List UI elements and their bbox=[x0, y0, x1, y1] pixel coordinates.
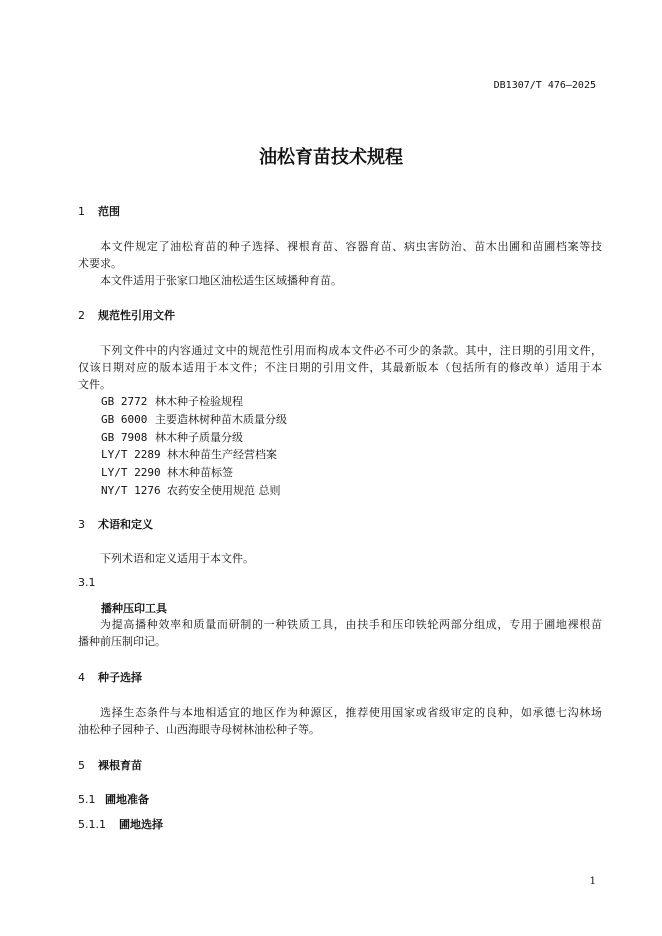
reference-code: GB 6000 bbox=[101, 413, 148, 426]
section-5-heading bbox=[78, 757, 142, 773]
section-title: 裸根育苗 bbox=[98, 759, 142, 772]
reference-item bbox=[101, 482, 281, 498]
section-2-paragraph-line: 下列文件中的内容通过文中的规范性引用而构成本文件必不可少的条款。其中，注日期的引用文件， bbox=[100, 344, 602, 357]
section-title: 规范性引用文件 bbox=[98, 309, 175, 322]
reference-code: GB 7908 bbox=[101, 431, 148, 444]
subsection-5-1-1-heading bbox=[78, 816, 163, 832]
section-3-intro: 下列术语和定义适用于本文件。 bbox=[100, 552, 254, 565]
subsection-number: 5.1.1 bbox=[78, 818, 106, 831]
subsection-5-1-heading bbox=[78, 791, 149, 807]
reference-code: GB 2772 bbox=[101, 395, 148, 408]
reference-code: LY/T 2289 bbox=[101, 448, 161, 461]
subsection-3-1-number: 3.1 bbox=[78, 576, 96, 589]
reference-title: 林木种子检验规程 bbox=[155, 395, 243, 408]
reference-item bbox=[101, 446, 277, 462]
section-1-heading bbox=[78, 203, 120, 219]
term-definition-line: 为提高播种效率和质量而研制的一种铁质工具，由扶手和压印铁轮两部分组成，专用于圃地裸根苗 bbox=[100, 618, 602, 631]
section-3-heading bbox=[78, 516, 153, 532]
section-title: 种子选择 bbox=[98, 671, 142, 684]
section-4-paragraph-line: 油松种子园种子、山西海眼寺母树林油松种子等。 bbox=[78, 723, 320, 736]
reference-code: LY/T 2290 bbox=[101, 466, 161, 479]
subsection-title: 圃地选择 bbox=[119, 818, 163, 831]
section-1-paragraph-line: 本文件规定了油松育苗的种子选择、裸根育苗、容器育苗、病虫害防治、苗木出圃和苗圃档案等技 bbox=[100, 240, 602, 253]
reference-title: 林木种苗标签 bbox=[167, 466, 233, 479]
term-definition-line: 播种前压制印记。 bbox=[78, 635, 166, 648]
section-number: 2 bbox=[78, 309, 85, 322]
reference-title: 林木种苗生产经营档案 bbox=[167, 448, 277, 461]
section-2-heading bbox=[78, 307, 175, 323]
subsection-title: 圃地准备 bbox=[105, 793, 149, 806]
section-number: 3 bbox=[78, 518, 85, 531]
reference-code: NY/T 1276 bbox=[101, 484, 161, 497]
reference-title: 林木种子质量分级 bbox=[155, 431, 243, 444]
section-4-heading bbox=[78, 669, 142, 685]
reference-item bbox=[101, 429, 243, 445]
section-title: 术语和定义 bbox=[98, 518, 153, 531]
page-number: 1 bbox=[589, 876, 596, 887]
section-number: 4 bbox=[78, 671, 85, 684]
section-2-paragraph-line: 仅该日期对应的版本适用于本文件；不注日期的引用文件，其最新版本（包括所有的修改单）适用于本 bbox=[78, 361, 602, 374]
reference-title: 主要造林树种苗木质量分级 bbox=[155, 413, 287, 426]
document-title: 油松育苗技术规程 bbox=[259, 147, 403, 168]
document-code: DB1307/T 476—2025 bbox=[493, 80, 596, 91]
section-1-paragraph-line: 术要求。 bbox=[78, 257, 122, 270]
reference-item bbox=[101, 411, 287, 427]
section-number: 5 bbox=[78, 759, 85, 772]
subsection-number: 5.1 bbox=[78, 793, 96, 806]
reference-title: 农药安全使用规范 总则 bbox=[167, 484, 281, 497]
section-1-paragraph: 本文件适用于张家口地区油松适生区域播种育苗。 bbox=[100, 274, 342, 287]
section-2-paragraph-line: 文件。 bbox=[78, 378, 111, 391]
section-number: 1 bbox=[78, 205, 85, 218]
reference-item bbox=[101, 393, 243, 409]
section-4-paragraph-line: 选择生态条件与本地相适宜的地区作为种源区，推荐使用国家或省级审定的良种，如承德七沟林场 bbox=[100, 706, 602, 719]
section-title: 范围 bbox=[98, 205, 120, 218]
reference-item bbox=[101, 464, 233, 480]
term-name: 播种压印工具 bbox=[101, 602, 167, 615]
